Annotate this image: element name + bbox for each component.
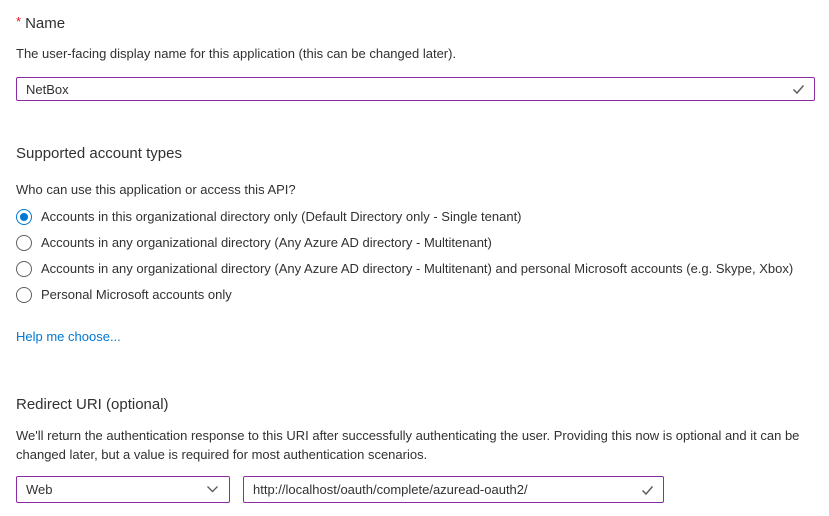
- name-input[interactable]: [16, 77, 815, 101]
- redirect-uri-input[interactable]: [243, 476, 664, 503]
- name-input-container: [16, 77, 815, 101]
- checkmark-icon: [791, 82, 806, 97]
- redirect-uri-input-container: [243, 476, 664, 503]
- radio-option-label: Personal Microsoft accounts only: [41, 287, 232, 302]
- radio-option-multitenant[interactable]: [16, 235, 813, 251]
- platform-select-value: Web: [26, 482, 53, 497]
- platform-select[interactable]: [16, 476, 230, 503]
- radio-unselected-icon[interactable]: [16, 287, 32, 303]
- help-me-choose-link[interactable]: Help me choose...: [16, 329, 121, 344]
- radio-option-label: Accounts in any organizational directory (Any Azure AD directory - Multitenant) and personal Microsoft accounts (e.g. Skype, Xbox): [41, 261, 794, 276]
- radio-option-single-tenant[interactable]: [16, 209, 813, 225]
- name-description: The user-facing display name for this application (this can be changed later).: [16, 46, 457, 61]
- radio-selected-icon[interactable]: [16, 209, 32, 225]
- radio-option-multitenant-personal[interactable]: [16, 261, 813, 277]
- redirect-uri-row: [16, 476, 813, 503]
- redirect-uri-heading: Redirect URI (optional): [16, 396, 169, 413]
- radio-option-personal-only[interactable]: [16, 287, 813, 303]
- radio-unselected-icon[interactable]: [16, 235, 32, 251]
- redirect-uri-description: We'll return the authentication response to this URI after successfully authenticating the user. Providing this now is optional and it can be changed later, but a value is required for most authentication scenarios.: [16, 428, 800, 462]
- name-label: [16, 12, 813, 34]
- supported-account-types-heading: Supported account types: [16, 145, 182, 162]
- name-label-text: Name: [25, 15, 66, 32]
- account-types-radio-group: [16, 209, 813, 303]
- radio-option-label: Accounts in this organizational directory only (Default Directory only - Single tenant): [41, 209, 522, 224]
- required-asterisk: *: [16, 14, 22, 29]
- radio-option-label: Accounts in any organizational directory (Any Azure AD directory - Multitenant): [41, 235, 492, 250]
- checkmark-icon: [640, 482, 655, 497]
- chevron-down-icon: [206, 485, 219, 494]
- radio-unselected-icon[interactable]: [16, 261, 32, 277]
- account-types-question: Who can use this application or access this API?: [16, 182, 296, 197]
